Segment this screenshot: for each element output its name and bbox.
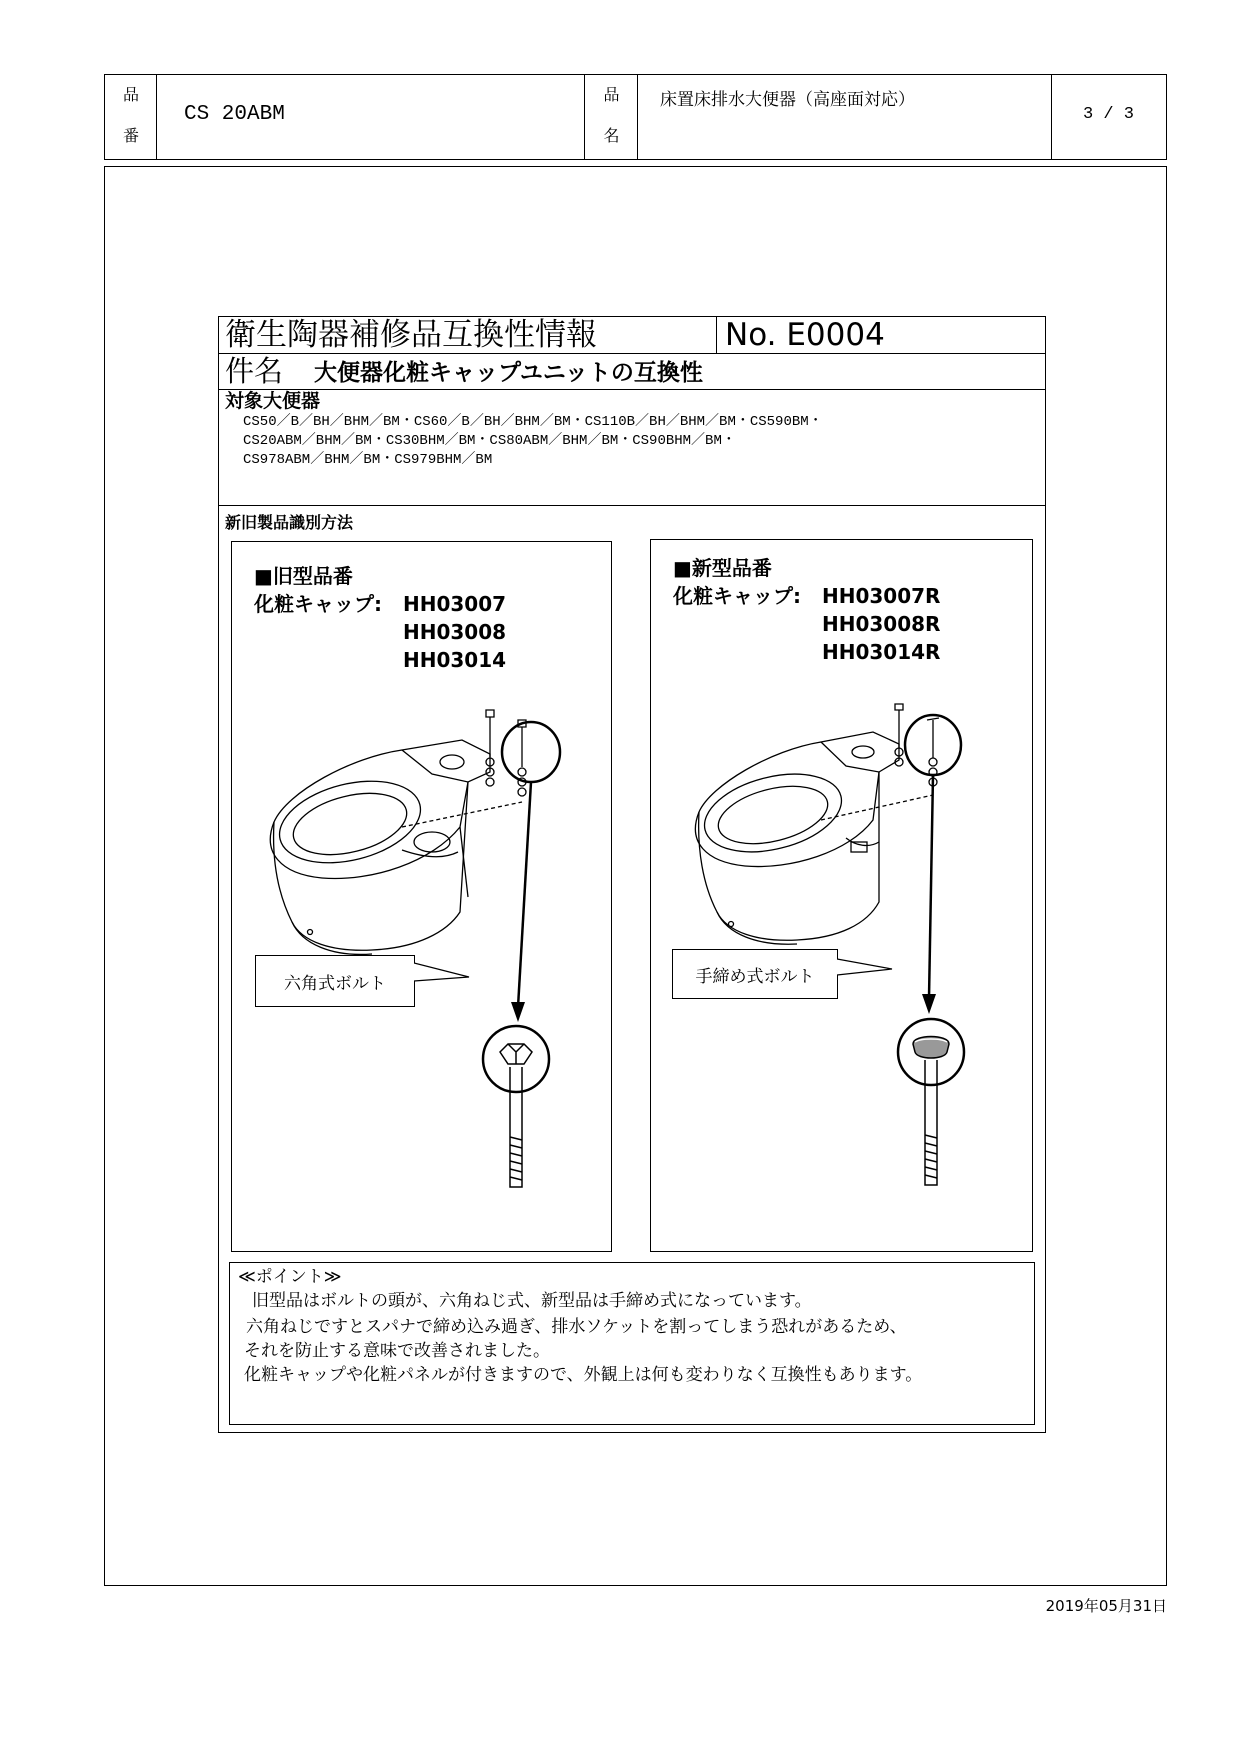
page-number: 3 / 3 bbox=[1082, 105, 1134, 124]
new-arrow-head bbox=[922, 994, 936, 1014]
target-line: CS20ABM／BHM／BM・CS30BHM／BM・CS80ABM／BHM／BM・CS90BHM／BM・ bbox=[243, 433, 736, 449]
product-name-cell bbox=[638, 75, 1052, 159]
point-line: 六角ねじですとスパナで締め込み過ぎ、排水ソケットを割ってしまう恐れがあるため、 bbox=[246, 1317, 907, 1337]
toilet-outline bbox=[695, 704, 939, 944]
point-line: それを防止する意味で改善されました。 bbox=[244, 1341, 550, 1361]
product-name-label-2: 名 bbox=[603, 126, 620, 145]
part-no-label-1: 品 bbox=[122, 85, 139, 104]
sheet-title: 衛生陶器補修品互換性情報 bbox=[225, 317, 597, 353]
new-arrow bbox=[929, 775, 933, 998]
new-code: HH03008R bbox=[822, 612, 941, 636]
info-sheet bbox=[218, 316, 1046, 1433]
new-model-box bbox=[650, 539, 1033, 1252]
subject-label: 件名 bbox=[225, 354, 284, 388]
target-line: CS50／B／BH／BHM／BM・CS60／B／BH／BHM／BM・CS110B／BH／BHM／BM・CS590BM・ bbox=[243, 414, 823, 430]
sheet-number: No. E0004 bbox=[725, 317, 885, 353]
old-cap-label: 化粧キャップ: bbox=[254, 592, 382, 616]
point-heading: ≪ポイント≫ bbox=[238, 1267, 342, 1287]
product-name-label-1: 品 bbox=[603, 85, 620, 104]
part-no-cell bbox=[157, 75, 585, 159]
new-bolt-label: 手締め式ボルト bbox=[695, 966, 815, 987]
hex-bolt-icon bbox=[500, 1044, 532, 1187]
identify-label: 新旧製品識別方法 bbox=[225, 513, 354, 532]
old-arrow bbox=[518, 782, 531, 1007]
thumb-bolt-icon bbox=[913, 1037, 949, 1186]
target-label: 対象大便器 bbox=[225, 390, 321, 412]
point-line: 化粧キャップや化粧パネルが付きますので、外観上は何も変わりなく互換性もあります。 bbox=[244, 1365, 923, 1385]
target-line: CS978ABM／BHM／BM・CS979BHM／BM bbox=[243, 452, 493, 468]
old-code: HH03014 bbox=[403, 648, 507, 672]
new-cap-label: 化粧キャップ: bbox=[673, 584, 801, 608]
toilet-outline bbox=[270, 710, 526, 954]
new-callout-pointer bbox=[837, 949, 897, 989]
old-code: HH03008 bbox=[403, 620, 507, 644]
part-no-label-2: 番 bbox=[122, 126, 139, 145]
subject-rule bbox=[219, 389, 1045, 390]
title-divider bbox=[716, 317, 717, 353]
product-name-label-cell bbox=[585, 75, 638, 159]
old-bolt-callout bbox=[255, 955, 415, 1007]
part-no: CS 20ABM bbox=[184, 103, 285, 126]
new-code: HH03007R bbox=[822, 584, 941, 608]
old-model-box bbox=[231, 541, 612, 1252]
part-no-label-cell bbox=[105, 75, 157, 159]
title-rule bbox=[219, 353, 1045, 354]
old-callout-pointer bbox=[414, 955, 474, 995]
page-cell bbox=[1052, 75, 1165, 159]
target-rule bbox=[219, 505, 1045, 506]
old-bolt-label: 六角式ボルト bbox=[284, 973, 386, 994]
point-box bbox=[229, 1262, 1035, 1425]
old-arrow-head bbox=[511, 1002, 525, 1022]
issue-date: 2019年05月31日 bbox=[1045, 1597, 1167, 1615]
header-table bbox=[104, 74, 1167, 160]
old-model-heading: ■旧型品番 bbox=[254, 564, 353, 588]
old-bolt-highlight bbox=[502, 722, 560, 782]
new-bolt-callout bbox=[672, 949, 838, 999]
subject: 大便器化粧キャップユニットの互換性 bbox=[314, 360, 703, 386]
target-models bbox=[243, 413, 823, 470]
product-name: 床置床排水大便器（高座面対応） bbox=[660, 90, 915, 110]
new-code: HH03014R bbox=[822, 640, 941, 664]
new-model-heading: ■新型品番 bbox=[673, 556, 772, 580]
old-code: HH03007 bbox=[403, 592, 507, 616]
point-line: 旧型品はボルトの頭が、六角ねじ式、新型品は手締め式になっています。 bbox=[252, 1291, 812, 1311]
